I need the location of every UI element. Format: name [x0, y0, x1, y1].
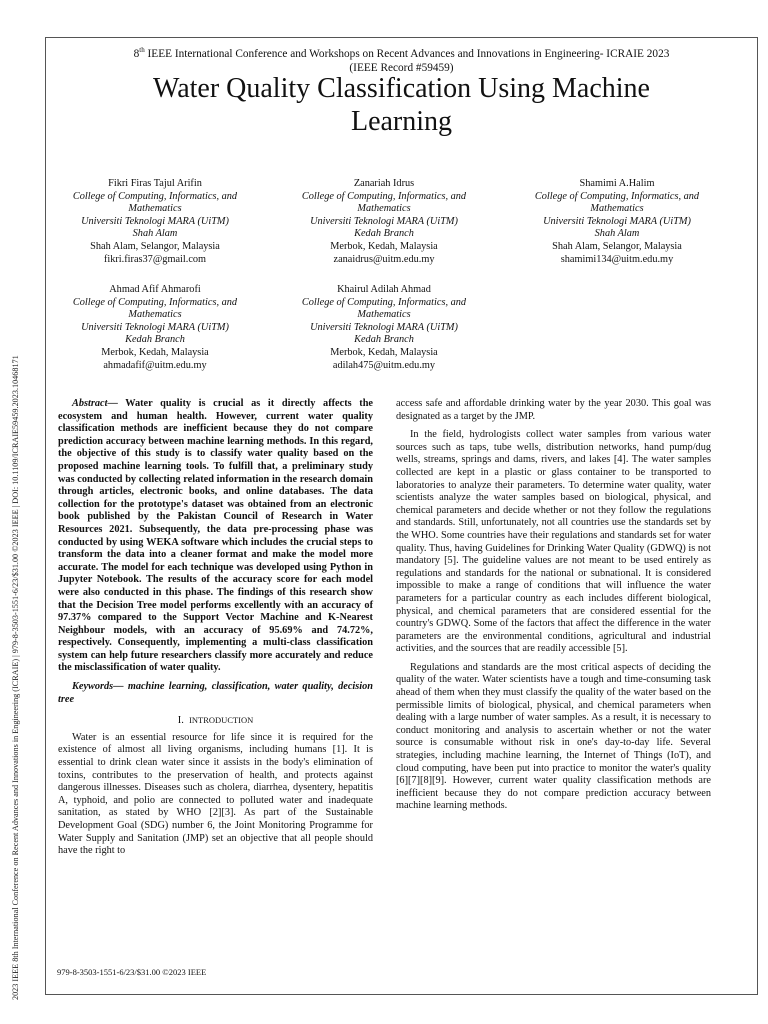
- author-email: zanaidrus@uitm.edu.my: [333, 253, 435, 265]
- left-column: [58, 398, 373, 864]
- conference-line1: 8th IEEE International Conference and Workshops on Recent Advances and Innovations in Engineering- ICRAIE 2023: [133, 46, 670, 60]
- author-email: ahmadafif@uitm.edu.my: [103, 359, 207, 371]
- author-block: Shamimi A.Halim College of Computing, Informatics, and Mathematics Universiti Teknologi MARA (UiTM) Shah Alam Shah Alam, Selangor, Malaysia shamimi134@uitm.edu.my: [512, 178, 722, 266]
- author-name: Fikri Firas Tajul Arifin: [108, 178, 202, 189]
- author-name: Khairul Adilah Ahmad: [337, 284, 431, 295]
- paragraph: access safe and affordable drinking water by the year 2030. This goal was designated as a target by the JMP.: [396, 398, 711, 422]
- author-block: Zanariah Idrus College of Computing, Informatics, and Mathematics Universiti Teknologi MARA (UiTM) Kedah Branch Merbok, Kedah, Malaysia zanaidrus@uitm.edu.my: [279, 178, 489, 266]
- conference-line2: (IEEE Record #59459): [349, 61, 454, 74]
- right-column: [396, 398, 711, 819]
- section-heading: I. INTRODUCTION: [177, 715, 254, 727]
- conference-header: [45, 43, 758, 75]
- author-email: fikri.firas37@gmail.com: [103, 253, 207, 265]
- author-name: Ahmad Afif Ahmarofi: [109, 284, 201, 295]
- sidebar-doi-text: 2023 IEEE 8th International Conference on Recent Advances and Innovations in Engineering (ICRAIE) | 979-8-3503-1551-6/23/$31.00 ©2023 IEEE | DOI: 10.1109/ICRAIE59459.2023.10468171: [11, 355, 20, 1000]
- author-name: Zanariah Idrus: [353, 178, 415, 189]
- author-block: Khairul Adilah Ahmad College of Computing, Informatics, and Mathematics Universiti Teknologi MARA (UiTM) Kedah Branch Merbok, Kedah, Malaysia adilah475@uitm.edu.my: [279, 284, 489, 372]
- paragraph: Regulations and standards are the most critical aspects of deciding the quality of the water. Water scientists have a tough and time-consuming task ahead of them when they must classify the quality of the water based on the permissible limits of biological, physical, and chemical parameters when dealing with a large number of water samples. As a result, it is necessary to conduct monitoring and analysis to ascertain whether or not the water source is consumable without risk in one's day-to-day life. Several strategies, including machine learning, the Internet of Things (IoT), and cloud computing, have been put into practice to monitor the water's quality [6][7][8][9]. However, current water quality classification methods are inefficient because they do not compare prediction accuracy between machine learning methods.: [396, 661, 711, 812]
- author-name: Shamimi A.Halim: [579, 178, 655, 189]
- author-email: shamimi134@uitm.edu.my: [560, 253, 674, 265]
- author-block: Ahmad Afif Ahmarofi College of Computing, Informatics, and Mathematics Universiti Teknologi MARA (UiTM) Kedah Branch Merbok, Kedah, Malaysia ahmadafif@uitm.edu.my: [50, 284, 260, 372]
- author-email: adilah475@uitm.edu.my: [332, 359, 436, 371]
- author-block: Fikri Firas Tajul Arifin College of Computing, Informatics, and Mathematics Universiti Teknologi MARA (UiTM) Shah Alam Shah Alam, Selangor, Malaysia fikri.firas37@gmail.com: [50, 178, 260, 266]
- abstract: Abstract— Water quality is crucial as it directly affects the ecosystem and human health. However, current water quality classification methods are inefficient because they do not compare prediction accuracy between machine learning methods. In this regard, the objective of this study is to classify water quality based on the proposed machine learning tools. To fulfill that, a preliminary study was conducted by collecting related information in the research domain through articles, electronic books, and online databases. The data collection for the prototype's dataset was obtained from an electronic book published by the Pakistan Council of Research in Water Resources 2021. Subsequently, the data pre-processing phase was conducted by using WEKA software which includes the crucial steps to transform the data into a cleaner format and make the model more accurate. The model for each technique was developed using Python in Jupyter Notebook. The results of the accuracy score for each model were also conducted in this phase. The findings of this research show that the Decision Tree model performs excellently with an accuracy of 97.37% compared to the Support Vector Machine and K-Nearest Neighbour models, with an accuracy of 95.69% and 74.72%, respectively. Consequently, implementing a multi-class classification system can help future researchers classify more accurately and reduce the misclassification of water quality.: [58, 398, 373, 674]
- paper-title: Water Quality Classification Using Machine Learning: [153, 73, 650, 137]
- paragraph: Water is an essential resource for life since it is required for the existence of almost all living organisms, including humans [1]. It is essential to drink clean water since it assists in the body's elimination of toxins, contributes to the preservation of health, and protects against dangerous illnesses. Diseases such as cholera, diarrhea, dysentery, hepatitis A, typhoid, and polio are connected to polluted water and inadequate sanitation, as stated by WHO [2][3]. As part of the Sustainable Development Goal (SDG) number 6, the Joint Monitoring Programme for Water Supply and Sanitation (JMP) set an objective that all people should have the right to: [58, 731, 373, 857]
- footer-copyright: 979-8-3503-1551-6/23/$31.00 ©2023 IEEE: [57, 967, 207, 977]
- paragraph: In the field, hydrologists collect water samples from various water sources such as taps, tube wells, distribution networks, hand pump/dug wells, streams, springs and dams, rivers, and lakes [4]. The water samples collected are kept in a plastic or glass container to be transported to laboratories to analyze their parameters. To determine water quality, water scientists analyze the water samples based on biological, physical, and chemical parameters and decide whether or not they follow the regulations and standards. Still, unfortunately, not all countries use the standards set by the WHO. Some countries have their regulations and standards set for water quality. Thus, having Guidelines for Drinking Water Quality (GDWQ) is not mandatory [5]. The guideline values are not meant to be used entirely as regulations and standards for the national or subnational. It is considered impossible to make a range of conditions that will influence the water parameters for a particular country as each includes different biological, physical, and chemical parameters that are considered essential for the country's GDWQ. Some of the factors that affect the difference in the water parameters are the environmental conditions, agricultural and industrial activities, and the sources that are readily accessible [5].: [396, 429, 711, 655]
- keywords: Keywords— machine learning, classification, water quality, decision tree: [58, 681, 373, 705]
